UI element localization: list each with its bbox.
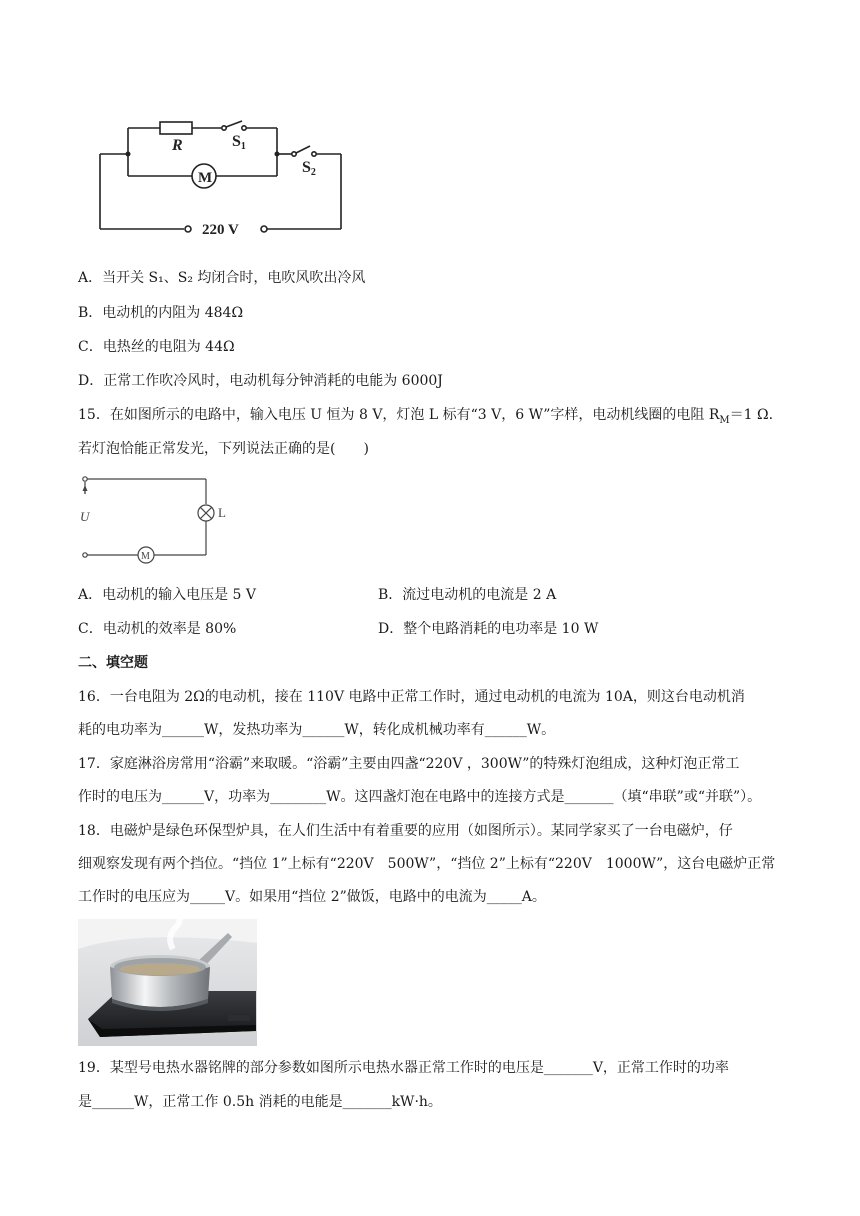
q18-line1: 18．电磁炉是绿色环保型炉具，在人们生活中有着重要的应用（如图所示）。某同学家买了一台电磁炉，仔: [78, 823, 733, 839]
q15-option-c: C．电动机的效率是 80%: [78, 621, 237, 637]
q14-option-b: B．电动机的内阻为 484Ω: [78, 305, 244, 321]
induction-cooker-photo: [78, 919, 257, 1046]
q15-stem-line1: 15．在如图所示的电路中，输入电压 U 恒为 8 V，灯泡 L 标有“3 V，6 W”字样，电动机线圈的电阻 $R_M=1$ Ω.: [78, 407, 774, 426]
q16-line1: 16．一台电阻为 2Ω的电动机，接在 110V 电路中正常工作时，通过电动机的电流为 10A，则这台电动机消: [78, 689, 745, 705]
q17-line2: 作时的电压为______V，功率为________W。这四盏灯泡在电路中的连接方式是_______（填“串联”或“并联”）。: [78, 789, 762, 805]
q18-line2: 细观察发现有两个挡位。“挡位 1”上标有“220V 500W”，“挡位 2”上标有“220V 1000W”，这台电磁炉正常: [78, 856, 776, 872]
svg-text:S1: S1: [232, 133, 246, 152]
q15-option-b: B．流过电动机的电流是 2 A: [378, 587, 557, 603]
svg-text:220 V: 220 V: [202, 222, 239, 238]
q19-line1: 19．某型号电热水器铭牌的部分参数如图所示电热水器正常工作时的电压是_______V，正常工作时的功率: [78, 1060, 729, 1076]
q16-line2: 耗的电功率为______W，发热功率为______W，转化成机械功率有______W。: [78, 722, 556, 738]
q18-line3: 工作时的电压应为_____V。如果用“挡位 2”做饭，电路中的电流为_____A。: [78, 889, 546, 905]
q17-line1: 17．家庭淋浴房常用“浴霸”来取暖。“浴霸”主要由四盏“220V ，300W”的特殊灯泡组成，这种灯泡正常工: [78, 756, 740, 772]
q14-option-d: D．正常工作吹冷风时，电动机每分钟消耗的电能为 6000J: [78, 373, 443, 389]
q19-line2: 是______W，正常工作 0.5h 消耗的电能是_______kW·h。: [78, 1094, 442, 1110]
resistor-r: [160, 122, 192, 134]
svg-text:M: M: [198, 170, 213, 186]
q15-stem-line2: 若灯泡恰能正常发光，下列说法正确的是( ): [78, 441, 369, 457]
section-title-fill-in: 二、填空题: [78, 655, 148, 671]
svg-text:R: R: [172, 137, 183, 154]
svg-text:U: U: [80, 509, 90, 524]
svg-text:S2: S2: [302, 159, 316, 178]
q14-option-c: C．电热丝的电阻为 44Ω: [78, 339, 235, 355]
svg-text:L: L: [218, 505, 226, 520]
circuit-diagram-hair-dryer: [96, 118, 346, 243]
circuit-diagram-lamp-motor: [76, 474, 236, 570]
q15-option-d: D．整个电路消耗的电功率是 10 W: [378, 621, 599, 637]
q15-option-a: A．电动机的输入电压是 5 V: [78, 587, 257, 603]
svg-text:M: M: [141, 551, 150, 562]
q14-option-a: A．当开关 S₁、S₂ 均闭合时，电吹风吹出冷风: [78, 270, 366, 286]
